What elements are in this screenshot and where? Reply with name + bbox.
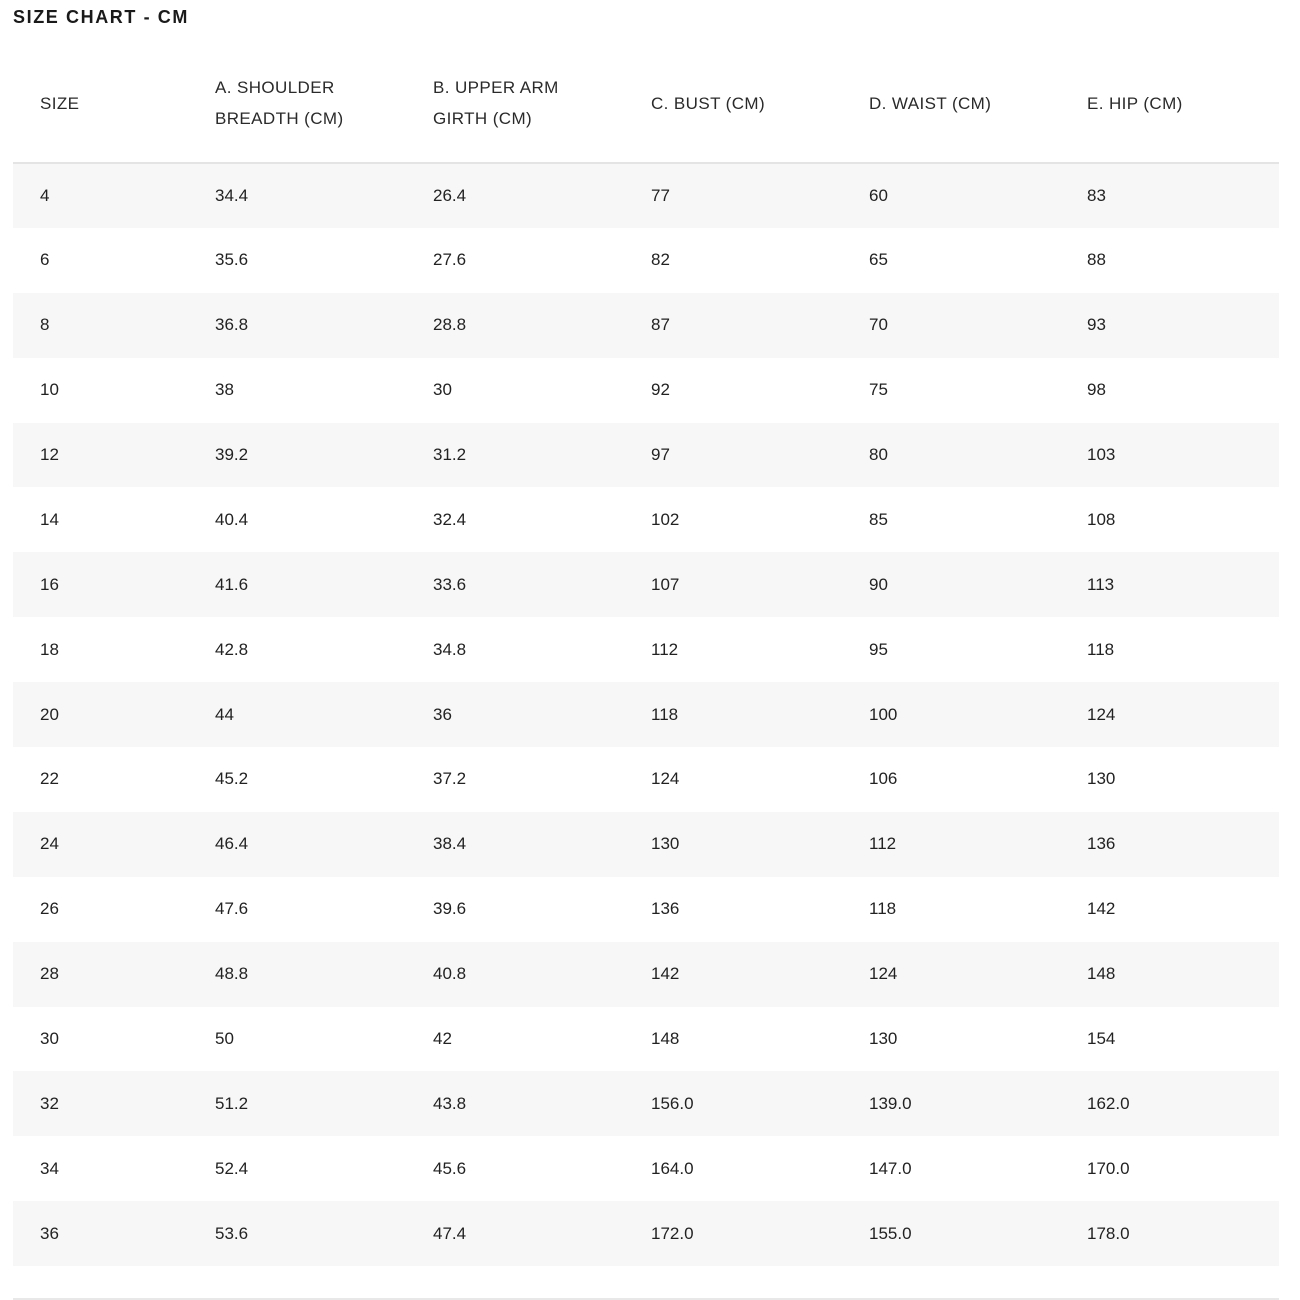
size-cell: 36 (40, 1223, 59, 1243)
hip-cell: 142 (1087, 899, 1116, 919)
table-row (13, 942, 1279, 1007)
size-cell: 10 (40, 380, 59, 400)
waist-cell: 60 (869, 185, 888, 205)
upper-arm-girth-cell: 34.8 (433, 639, 467, 659)
header-hip (1087, 44, 1279, 163)
table-row (13, 747, 1279, 812)
hip-cell: 113 (1087, 574, 1115, 594)
size-cell: 20 (40, 704, 59, 724)
upper-arm-girth-cell: 47.4 (433, 1223, 467, 1243)
bust-cell: 92 (651, 380, 670, 400)
shoulder-breadth-cell: 36.8 (215, 315, 249, 335)
size-chart-table (13, 44, 1279, 1266)
upper-arm-girth-cell: 37.2 (433, 769, 467, 789)
bust-cell: 148 (651, 1029, 680, 1049)
table-row (13, 1071, 1279, 1136)
table-row (13, 552, 1279, 617)
upper-arm-girth-cell: 33.6 (433, 574, 467, 594)
size-cell: 18 (40, 639, 59, 659)
shoulder-breadth-cell: 45.2 (215, 769, 249, 789)
size-cell: 28 (40, 964, 59, 984)
table-row (13, 812, 1279, 877)
upper-arm-girth-cell: 27.6 (433, 250, 467, 270)
header-bust-label: C. BUST (CM) (651, 93, 766, 113)
waist-cell: 80 (869, 445, 888, 464)
upper-arm-girth-cell: 43.8 (433, 1093, 467, 1113)
upper-arm-girth-cell: 42 (433, 1029, 452, 1049)
table-row (13, 423, 1279, 488)
size-cell: 26 (40, 899, 59, 919)
hip-cell: 130 (1087, 769, 1116, 789)
waist-cell: 130 (869, 1029, 898, 1049)
shoulder-breadth-cell: 41.6 (215, 574, 249, 594)
table-header (13, 44, 1279, 163)
upper-arm-girth-cell: 28.8 (433, 315, 467, 335)
header-shoulder-breadth-label: A. SHOULDER BREADTH (CM) (215, 78, 344, 128)
hip-cell: 170.0 (1087, 1158, 1130, 1178)
page-title: SIZE CHART - CM (13, 7, 189, 27)
size-cell: 12 (40, 445, 59, 464)
size-cell: 32 (40, 1093, 59, 1113)
header-upper-arm-girth (433, 44, 651, 163)
shoulder-breadth-cell: 39.2 (215, 445, 249, 464)
waist-cell: 70 (869, 315, 888, 335)
waist-cell: 106 (869, 769, 898, 789)
size-cell: 4 (40, 185, 50, 205)
shoulder-breadth-cell: 51.2 (215, 1093, 249, 1113)
hip-cell: 124 (1087, 704, 1116, 724)
header-shoulder-breadth (215, 44, 433, 163)
table-row (13, 1201, 1279, 1266)
waist-cell: 95 (869, 639, 888, 659)
shoulder-breadth-cell: 40.4 (215, 509, 249, 529)
hip-cell: 108 (1087, 509, 1116, 529)
shoulder-breadth-cell: 48.8 (215, 964, 249, 984)
table-row (13, 358, 1279, 423)
waist-cell: 75 (869, 380, 888, 400)
bust-cell: 118 (651, 704, 679, 724)
table-row (13, 1136, 1279, 1201)
header-size-label: SIZE (40, 93, 80, 113)
waist-cell: 112 (869, 834, 897, 854)
size-cell: 6 (40, 250, 50, 270)
shoulder-breadth-cell: 46.4 (215, 834, 249, 854)
hip-cell: 88 (1087, 250, 1106, 270)
bust-cell: 172.0 (651, 1223, 694, 1243)
table-row (13, 617, 1279, 682)
header-bust (651, 44, 869, 163)
waist-cell: 139.0 (869, 1093, 912, 1113)
hip-cell: 103 (1087, 445, 1116, 464)
bust-cell: 87 (651, 315, 670, 335)
bust-cell: 142 (651, 964, 680, 984)
bust-cell: 97 (651, 445, 670, 464)
table-row (13, 682, 1279, 747)
header-waist-label: D. WAIST (CM) (869, 93, 992, 113)
size-cell: 24 (40, 834, 59, 854)
bust-cell: 102 (651, 509, 680, 529)
header-upper-arm-girth-label: B. UPPER ARM GIRTH (CM) (433, 78, 559, 128)
bust-cell: 136 (651, 899, 680, 919)
shoulder-breadth-cell: 52.4 (215, 1158, 249, 1178)
hip-cell: 93 (1087, 315, 1106, 335)
waist-cell: 147.0 (869, 1158, 912, 1178)
upper-arm-girth-cell: 36 (433, 704, 452, 724)
shoulder-breadth-cell: 38 (215, 380, 234, 400)
hip-cell: 154 (1087, 1029, 1116, 1049)
upper-arm-girth-cell: 39.6 (433, 899, 467, 919)
shoulder-breadth-cell: 47.6 (215, 899, 249, 919)
shoulder-breadth-cell: 34.4 (215, 185, 249, 205)
table-row (13, 1007, 1279, 1072)
shoulder-breadth-cell: 35.6 (215, 250, 249, 270)
table-row (13, 163, 1279, 228)
header-row (13, 44, 1279, 163)
shoulder-breadth-cell: 44 (215, 704, 234, 724)
size-cell: 22 (40, 769, 59, 789)
hip-cell: 98 (1087, 380, 1106, 400)
header-waist (869, 44, 1087, 163)
waist-cell: 85 (869, 509, 888, 529)
bust-cell: 112 (651, 639, 679, 659)
upper-arm-girth-cell: 30 (433, 380, 452, 400)
hip-cell: 148 (1087, 964, 1116, 984)
size-cell: 34 (40, 1158, 59, 1178)
upper-arm-girth-cell: 38.4 (433, 834, 467, 854)
hip-cell: 136 (1087, 834, 1116, 854)
upper-arm-girth-cell: 31.2 (433, 445, 467, 464)
bust-cell: 82 (651, 250, 670, 270)
waist-cell: 155.0 (869, 1223, 912, 1243)
upper-arm-girth-cell: 40.8 (433, 964, 467, 984)
bust-cell: 107 (651, 574, 680, 594)
upper-arm-girth-cell: 26.4 (433, 185, 467, 205)
size-cell: 30 (40, 1029, 59, 1049)
hip-cell: 83 (1087, 185, 1106, 205)
table-row (13, 487, 1279, 552)
table-row (13, 293, 1279, 358)
waist-cell: 118 (869, 899, 897, 919)
waist-cell: 90 (869, 574, 888, 594)
waist-cell: 65 (869, 250, 888, 270)
hip-cell: 118 (1087, 639, 1115, 659)
hip-cell: 178.0 (1087, 1223, 1130, 1243)
bust-cell: 156.0 (651, 1093, 694, 1113)
bust-cell: 164.0 (651, 1158, 694, 1178)
upper-arm-girth-cell: 45.6 (433, 1158, 467, 1178)
shoulder-breadth-cell: 50 (215, 1029, 234, 1049)
table-row (13, 877, 1279, 942)
upper-arm-girth-cell: 32.4 (433, 509, 467, 529)
size-cell: 14 (40, 509, 59, 529)
waist-cell: 100 (869, 704, 898, 724)
table-body (13, 163, 1279, 1266)
table-row (13, 228, 1279, 293)
header-size (13, 44, 215, 163)
bust-cell: 130 (651, 834, 680, 854)
size-cell: 8 (40, 315, 50, 335)
size-cell: 16 (40, 574, 59, 594)
shoulder-breadth-cell: 42.8 (215, 639, 249, 659)
bust-cell: 77 (651, 185, 670, 205)
waist-cell: 124 (869, 964, 898, 984)
bust-cell: 124 (651, 769, 680, 789)
hip-cell: 162.0 (1087, 1093, 1130, 1113)
header-hip-label: E. HIP (CM) (1087, 93, 1183, 113)
shoulder-breadth-cell: 53.6 (215, 1223, 249, 1243)
